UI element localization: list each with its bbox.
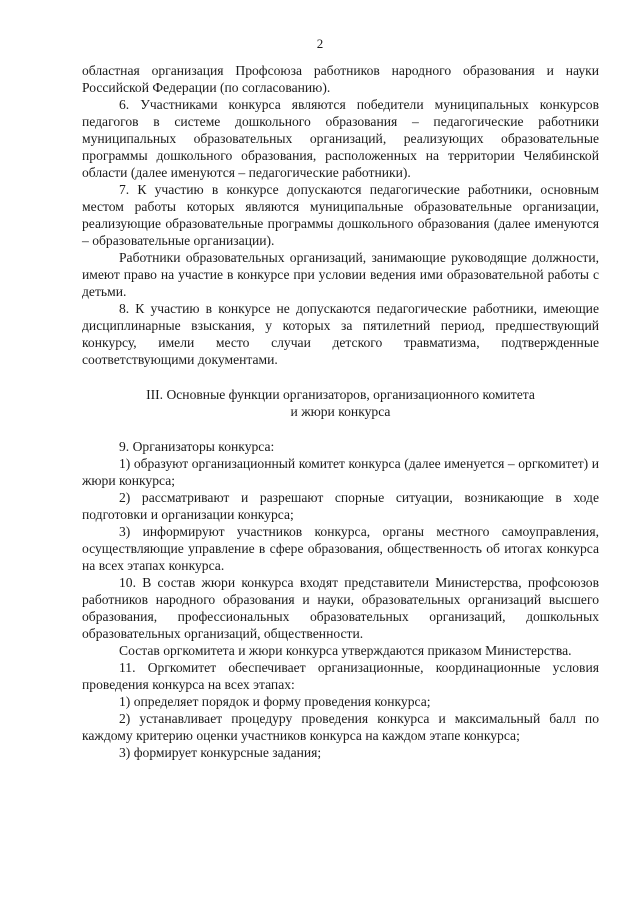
paragraph: 2) устанавливает процедуру проведения конкурса и максимальный балл по каждому критерию оценки участников конкурса на каждом этапе конкурса; bbox=[82, 711, 599, 743]
paragraph: 3) формирует конкурсные задания; bbox=[119, 745, 322, 760]
paragraph: 1) образуют организационный комитет конкурса (далее именуется – оргкомитет) и жюри конкурса; bbox=[82, 456, 599, 488]
paragraph: 1) определяет порядок и форму проведения конкурса; bbox=[119, 694, 431, 709]
paragraph: областная организация Профсоюза работников народного образования и науки Российской Федерации (по согласованию). bbox=[82, 63, 599, 95]
spacer bbox=[82, 420, 599, 438]
document-body bbox=[82, 62, 599, 761]
paragraph: 8. К участию в конкурсе не допускаются педагогические работники, имеющие дисциплинарные взыскания, у которых за пятилетний период, предшествующий конкурсу, имели место случаи детского травматизма, подтвержденные соответствующими документами. bbox=[82, 301, 599, 367]
paragraph: 2) рассматривают и разрешают спорные ситуации, возникающие в ходе подготовки и организации конкурса; bbox=[82, 490, 599, 522]
page-number: 2 bbox=[316, 36, 324, 51]
paragraph: Состав оргкомитета и жюри конкурса утверждаются приказом Министерства. bbox=[119, 643, 572, 658]
paragraph: 6. Участниками конкурса являются победители муниципальных конкурсов педагогов в системе дошкольного образования – педагогические работники муниципальных образовательных организаций, реализующих образовательные программы дошкольного образования, расположенных на территории Челябинской области (далее именуются – педагогические работники). bbox=[82, 97, 599, 180]
spacer bbox=[82, 368, 599, 386]
paragraph: 10. В состав жюри конкурса входят представители Министерства, профсоюзов работников народного образования и науки, образовательных организаций высшего образования, профессиональных образовательных организаций, дошкольных образовательных организаций, общественности. bbox=[82, 575, 599, 641]
paragraphs-before-section bbox=[82, 62, 599, 368]
paragraph: 9. Организаторы конкурса: bbox=[119, 439, 275, 454]
paragraph: 11. Оргкомитет обеспечивает организационные, координационные условия проведения конкурса на всех этапах: bbox=[82, 660, 599, 692]
paragraph: 7. К участию в конкурсе допускаются педагогические работники, основным местом работы которых являются муниципальные образовательные организации, реализующие образовательные программы дошкольного образования (далее именуются – образовательные организации). bbox=[82, 182, 599, 248]
section-heading-line-1: III. Основные функции организаторов, организационного комитета bbox=[146, 387, 535, 402]
paragraph: Работники образовательных организаций, занимающие руководящие должности, имеют право на участие в конкурсе при условии ведения ими образовательной работы с детьми. bbox=[82, 250, 599, 299]
section-heading-line-2: и жюри конкурса bbox=[290, 404, 391, 419]
paragraph: 3) информируют участников конкурса, органы местного самоуправления, осуществляющие управление в сфере образования, общественность об итогах конкурса на всех этапах конкурса. bbox=[82, 524, 599, 573]
paragraphs-after-section bbox=[82, 438, 599, 761]
